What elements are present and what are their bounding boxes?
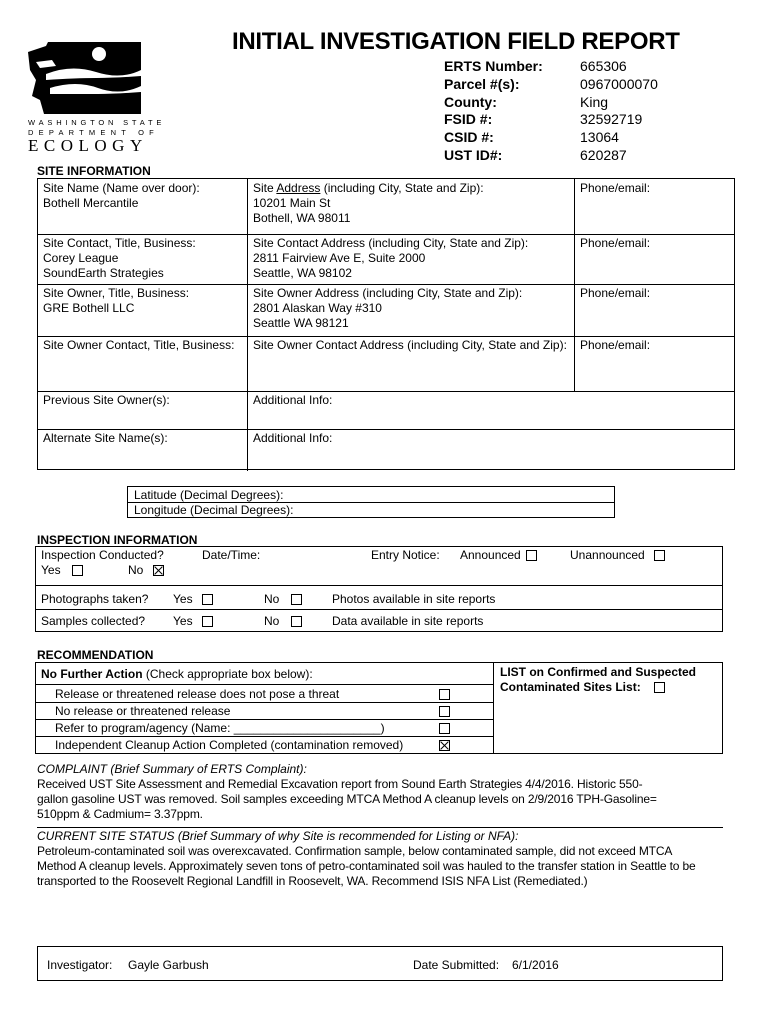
samples-yes-label: Yes [173,614,193,628]
date-submitted-value[interactable]: 6/1/2016 [512,958,559,972]
id-label: CSID #: [444,129,494,146]
signature-box [37,946,723,981]
photos-yes-checkbox[interactable] [202,594,213,605]
nfa-option-label: Independent Cleanup Action Completed (contamination removed) [55,738,404,752]
investigator-name[interactable]: Gayle Garbush [128,958,209,972]
site-owner-value[interactable]: GRE Bothell LLC [43,301,135,315]
unannounced-label: Unannounced [570,548,645,562]
status-section [37,829,727,889]
investigator-label: Investigator: [47,958,113,972]
status-heading: CURRENT SITE STATUS (Brief Summary of why Site is recommended for Listing or NFA): [37,829,519,843]
site-owner-contact-address-cell [248,336,574,355]
site-owner-phone-label: Phone/email: [580,286,651,300]
list-confirmed-checkbox[interactable] [654,682,665,693]
text-line: Petroleum-contaminated soil was overexcavated. Confirmation sample, below contaminated sample, did not exceed MTCA [37,844,673,858]
id-value[interactable]: 0967000070 [580,75,658,92]
inspection-conducted-label: Inspection Conducted? [41,548,164,562]
photos-no-label: No [264,592,280,606]
recommendation-table [35,662,723,754]
samples-yes-checkbox[interactable] [202,616,213,627]
text-line: gallon gasoline UST was removed. Soil samples exceeding MTCA Method A cleanup levels on 2/9/2016 TPH-Gasoline= [37,792,657,806]
samples-label: Samples collected? [41,614,146,628]
nfa-heading [41,667,313,682]
site-owner-contact-phone-label: Phone/email: [580,338,651,352]
site-owner-label: Site Owner, Title, Business: [43,286,190,300]
site-name-cell [38,179,247,213]
nfa-bold-label: No Further Action [41,667,143,681]
site-info-heading: SITE INFORMATION [37,164,151,178]
id-label: FSID #: [444,111,493,128]
inspection-yes-label: Yes [41,563,61,577]
inspection-table [35,546,723,632]
site-contact-cell [38,234,247,283]
photos-no-option[interactable] [264,592,302,607]
page-title: INITIAL INVESTIGATION FIELD REPORT [232,28,680,55]
samples-no-label: No [264,614,280,628]
nfa-option-checkbox[interactable] [439,706,450,717]
nfa-option-checkbox[interactable] [439,740,450,751]
id-value[interactable]: 665306 [580,58,627,74]
inspection-yes-option[interactable] [41,563,83,578]
site-contact-address-label: Site Contact Address (including City, State and Zip): [253,236,529,250]
site-contact-phone-label: Phone/email: [580,236,651,250]
nfa-option[interactable] [36,703,493,720]
id-label: Parcel #(s): [444,75,520,92]
id-value[interactable]: 32592719 [580,111,643,128]
text-line: transported to the Roosevelt Regional Landfill in Roosevelt, WA. Recommend ISIS NFA List (Remediated.) [37,874,588,888]
nfa-option[interactable] [36,737,493,754]
site-address-label: Site Address (including City, State and Zip): [253,181,484,195]
lat-long-box [127,486,615,518]
unannounced-checkbox[interactable] [654,550,665,561]
site-owner-phone-cell [575,284,735,303]
site-contact-address-cell [248,234,574,283]
ecology-logo [26,40,166,155]
datetime-label: Date/Time: [202,548,261,562]
id-row [444,94,704,112]
site-name-label: Site Name (Name over door): [43,181,200,195]
previous-owner-label: Previous Site Owner(s): [43,393,170,407]
complaint-divider [37,827,723,828]
announced-checkbox[interactable] [526,550,537,561]
site-phone-cell [575,179,735,198]
site-owner-contact-address-label: Site Owner Contact Address (including City, State and Zip): [253,338,567,352]
id-value[interactable]: 13064 [580,129,619,146]
nfa-option[interactable] [36,686,493,703]
site-contact-phone-cell [575,234,735,253]
additional-info-label-2: Additional Info: [253,431,333,445]
site-owner-address-cell [248,284,574,333]
site-owner-address-label: Site Owner Address (including City, State and Zip): [253,286,523,300]
nfa-option-label: Release or threatened release does not pose a threat [55,687,340,701]
site-info-table [37,178,735,470]
unannounced-option[interactable] [570,548,665,563]
complaint-text[interactable] [37,777,723,822]
inspection-yes-checkbox[interactable] [72,565,83,576]
nfa-options-list [36,686,493,754]
date-submitted-label: Date Submitted: [413,958,500,972]
nfa-option-checkbox[interactable] [439,689,450,700]
logo-line-2: DEPARTMENT OF [28,128,159,137]
samples-no-option[interactable] [264,614,302,629]
samples-note: Data available in site reports [332,614,484,628]
site-name-value[interactable]: Bothell Mercantile [43,196,139,210]
list-confirmed-line-2: Contaminated Sites List: [500,680,696,695]
site-address-line-2[interactable]: Bothell, WA 98011 [253,211,351,225]
complaint-heading: COMPLAINT (Brief Summary of ERTS Complaint): [37,762,307,776]
latitude-label[interactable]: Latitude (Decimal Degrees): [134,488,284,502]
samples-no-checkbox[interactable] [291,616,302,627]
complaint-section [37,762,723,822]
entry-notice-label: Entry Notice: [371,548,440,562]
photos-yes-label: Yes [173,592,193,606]
samples-yes-option[interactable] [173,614,213,629]
inspection-no-label: No [128,563,144,577]
announced-option[interactable] [460,548,537,563]
photos-no-checkbox[interactable] [291,594,302,605]
site-owner-address-line-1[interactable]: 2801 Alaskan Way #310 [253,301,382,315]
logo-line-3: ECOLOGY [28,136,148,155]
id-row [444,129,704,147]
site-owner-address-line-2[interactable]: Seattle WA 98121 [253,316,349,330]
announced-label: Announced [460,548,521,562]
nfa-option[interactable] [36,720,493,737]
status-text[interactable] [37,844,727,889]
site-contact-label: Site Contact, Title, Business: [43,236,196,250]
additional-info-label-1: Additional Info: [253,393,333,407]
site-contact-address-line-1[interactable]: 2811 Fairview Ave E, Suite 2000 [253,251,426,265]
id-value[interactable]: King [580,93,609,110]
text-line: 510ppm & Cadmium= 3.37ppm. [37,807,203,821]
nfa-option-label: Refer to program/agency (Name: ______________________) [55,721,385,735]
site-address-line-1[interactable]: 10201 Main St [253,196,331,210]
washington-state-map-icon [26,40,144,116]
id-row [444,76,704,94]
id-block [444,58,704,165]
site-contact-address-line-2[interactable]: Seattle, WA 98102 [253,266,352,280]
site-owner-cell [38,284,247,318]
inspection-no-checkbox[interactable] [153,565,164,576]
inspection-heading: INSPECTION INFORMATION [37,533,198,547]
id-label: ERTS Number: [444,58,543,74]
text-line: Method A cleanup levels. Approximately seven tons of petro-contaminated soil was hauled to the transfer station in Seattle to be [37,859,696,873]
id-row [444,147,704,165]
list-confirmed-line-1: LIST on Confirmed and Suspected [500,665,697,679]
id-label: UST ID#: [444,146,503,163]
id-value[interactable]: 620287 [580,146,627,163]
nfa-option-label: No release or threatened release [55,704,231,718]
alternate-name-label: Alternate Site Name(s): [43,431,168,445]
photos-label: Photographs taken? [41,592,149,606]
list-confirmed-label [500,665,696,695]
logo-line-1: WASHINGTON STATE [28,118,166,127]
recommendation-heading: RECOMMENDATION [37,648,154,662]
id-row [444,111,704,129]
site-phone-label: Phone/email: [580,181,651,195]
previous-owner-cell [38,391,247,410]
site-contact-name[interactable]: Corey League [43,251,119,265]
alternate-name-cell [38,429,247,448]
site-contact-business[interactable]: SoundEarth Strategies [43,266,164,280]
nfa-rest-label: (Check appropriate box below): [142,667,313,681]
text-line: Received UST Site Assessment and Remedial Excavation report from Sound Earth Strategies 4/4/2016. Historic 550- [37,777,643,791]
site-owner-contact-phone-cell [575,336,735,355]
site-owner-contact-label: Site Owner Contact, Title, Business: [43,338,235,352]
additional-info-cell-1 [248,391,734,410]
id-row [444,58,704,76]
photos-yes-option[interactable] [173,592,213,607]
site-owner-contact-cell [38,336,247,355]
site-address-cell [248,179,574,228]
longitude-label[interactable]: Longitude (Decimal Degrees): [134,503,294,517]
additional-info-cell-2 [248,429,734,448]
inspection-no-option[interactable] [128,563,164,578]
id-label: County: [444,93,497,110]
photos-note: Photos available in site reports [332,592,496,606]
nfa-option-checkbox[interactable] [439,723,450,734]
